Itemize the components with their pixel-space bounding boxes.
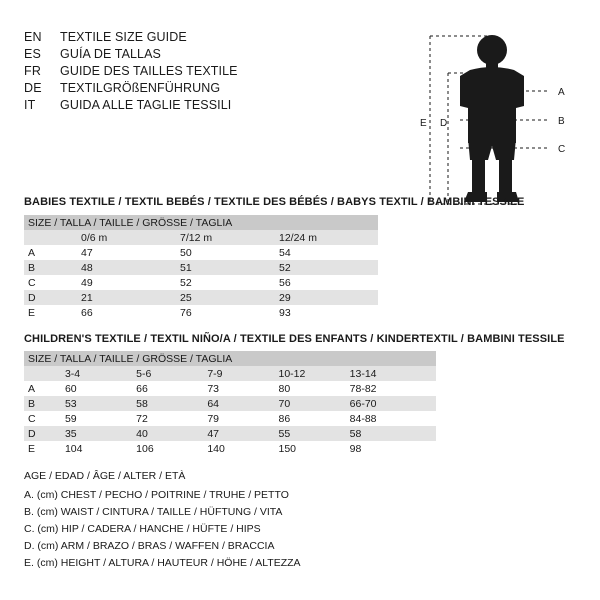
language-text: TEXTILGRÖßENFÜHRUNG bbox=[60, 81, 221, 95]
language-code: EN bbox=[24, 30, 42, 44]
cell: 66-70 bbox=[349, 397, 377, 410]
language-row bbox=[24, 81, 324, 95]
cell: 66 bbox=[81, 306, 93, 319]
cell: 104 bbox=[64, 442, 83, 455]
babies-column-2: 12/24 m bbox=[279, 231, 317, 244]
legend-item-c: C. (cm) HIP / CADERA / HANCHE / HÜFTE / HIPS bbox=[24, 523, 261, 535]
col-corner bbox=[24, 366, 65, 381]
table-row bbox=[24, 411, 436, 426]
cell: 93 bbox=[279, 306, 291, 319]
label-c: C bbox=[558, 144, 566, 155]
language-header-block bbox=[24, 30, 324, 115]
cell: 52 bbox=[180, 276, 192, 289]
language-row bbox=[24, 47, 324, 61]
cell: 72 bbox=[136, 412, 148, 425]
cell: 52 bbox=[279, 261, 291, 274]
cell: 56 bbox=[279, 276, 291, 289]
children-column-3: 10-12 bbox=[278, 367, 306, 380]
language-code: ES bbox=[24, 47, 42, 61]
table-row bbox=[24, 441, 436, 456]
children-column-4: 13-14 bbox=[349, 367, 377, 380]
cell: 55 bbox=[278, 427, 291, 440]
row-label: A bbox=[28, 382, 36, 395]
children-header-label: SIZE / TALLA / TAILLE / GRÖSSE / TAGLIA bbox=[28, 352, 233, 365]
language-text: GUÍA DE TALLAS bbox=[60, 47, 161, 61]
label-d: D bbox=[440, 118, 448, 129]
table-row bbox=[24, 381, 436, 396]
cell: 50 bbox=[180, 246, 192, 259]
row-label: E bbox=[28, 442, 36, 455]
table-row bbox=[24, 245, 378, 260]
babies-section-title: BABIES TEXTILE / TEXTIL BEBÉS / TEXTILE DES BÉBÉS / BABYS TEXTIL / BAMBINI TESSILE bbox=[24, 196, 525, 208]
cell: 54 bbox=[279, 246, 291, 259]
row-label: E bbox=[28, 306, 36, 319]
language-row bbox=[24, 64, 324, 78]
cell: 29 bbox=[279, 291, 291, 304]
table-header-row bbox=[24, 215, 378, 230]
cell: 21 bbox=[81, 291, 93, 304]
legend-item-d: D. (cm) ARM / BRAZO / BRAS / WAFFEN / BRACCIA bbox=[24, 540, 275, 552]
babies-size-table bbox=[24, 215, 378, 320]
legend-age: AGE / EDAD / ÂGE / ALTER / ETÀ bbox=[24, 470, 186, 482]
silhouette-shape bbox=[460, 35, 524, 202]
cell: 106 bbox=[136, 442, 154, 455]
table-row bbox=[24, 305, 378, 320]
cell: 53 bbox=[64, 397, 77, 410]
cell: 35 bbox=[64, 427, 77, 440]
language-row bbox=[24, 30, 324, 44]
cell: 40 bbox=[136, 427, 148, 440]
row-label: D bbox=[28, 427, 36, 440]
table-row bbox=[24, 260, 378, 275]
children-section-title: CHILDREN'S TEXTILE / TEXTIL NIÑO/A / TEXTILE DES ENFANTS / KINDERTEXTIL / BAMBINI TESSILE bbox=[24, 333, 565, 345]
cell: 86 bbox=[278, 412, 291, 425]
table-column-row bbox=[24, 366, 436, 381]
label-a: A bbox=[558, 87, 565, 98]
table-row bbox=[24, 290, 378, 305]
cell: 58 bbox=[136, 397, 148, 410]
language-text: GUIDE DES TAILLES TEXTILE bbox=[60, 64, 238, 78]
cell: 73 bbox=[207, 382, 219, 395]
label-e: E bbox=[420, 118, 427, 129]
table-header-row bbox=[24, 351, 436, 366]
cell: 48 bbox=[81, 261, 93, 274]
children-column-2: 7-9 bbox=[207, 367, 223, 380]
children-size-table bbox=[24, 351, 436, 456]
babies-column-1: 7/12 m bbox=[180, 231, 213, 244]
row-label: C bbox=[28, 276, 36, 289]
row-label: D bbox=[28, 291, 36, 304]
children-column-0: 3-4 bbox=[64, 367, 81, 380]
col-corner bbox=[24, 230, 81, 245]
cell: 80 bbox=[278, 382, 291, 395]
cell: 47 bbox=[207, 427, 219, 440]
cell: 49 bbox=[81, 276, 93, 289]
language-code: DE bbox=[24, 81, 42, 95]
cell: 60 bbox=[64, 382, 77, 395]
child-silhouette-figure bbox=[420, 28, 590, 218]
babies-column-0: 0/6 m bbox=[81, 231, 108, 244]
language-text: GUIDA ALLE TAGLIE TESSILI bbox=[60, 98, 232, 112]
cell: 58 bbox=[349, 427, 362, 440]
legend-item-a: A. (cm) CHEST / PECHO / POITRINE / TRUHE / PETTO bbox=[24, 489, 289, 501]
cell: 64 bbox=[207, 397, 219, 410]
cell: 84-88 bbox=[349, 412, 377, 425]
cell: 78-82 bbox=[349, 382, 377, 395]
row-label: B bbox=[28, 261, 36, 274]
table-row bbox=[24, 426, 436, 441]
label-b: B bbox=[558, 116, 565, 127]
children-column-1: 5-6 bbox=[136, 367, 152, 380]
language-code: IT bbox=[24, 98, 36, 112]
babies-header-label: SIZE / TALLA / TAILLE / GRÖSSE / TAGLIA bbox=[28, 216, 233, 229]
measurement-legend bbox=[24, 470, 444, 574]
cell: 98 bbox=[349, 442, 362, 455]
cell: 47 bbox=[81, 246, 93, 259]
legend-item-b: B. (cm) WAIST / CINTURA / TAILLE / HÜFTUNG / VITA bbox=[24, 506, 283, 518]
row-label: A bbox=[28, 246, 36, 259]
cell: 76 bbox=[180, 306, 192, 319]
cell: 70 bbox=[278, 397, 291, 410]
cell: 66 bbox=[136, 382, 148, 395]
language-row bbox=[24, 98, 324, 112]
cell: 59 bbox=[64, 412, 77, 425]
row-label: B bbox=[28, 397, 36, 410]
table-row bbox=[24, 396, 436, 411]
cell: 79 bbox=[207, 412, 219, 425]
cell: 25 bbox=[180, 291, 192, 304]
language-code: FR bbox=[24, 64, 42, 78]
cell: 51 bbox=[180, 261, 192, 274]
table-column-row bbox=[24, 230, 378, 245]
cell: 140 bbox=[207, 442, 225, 455]
cell: 150 bbox=[278, 442, 297, 455]
row-label: C bbox=[28, 412, 36, 425]
table-row bbox=[24, 275, 378, 290]
language-text: TEXTILE SIZE GUIDE bbox=[60, 30, 187, 44]
legend-item-e: E. (cm) HEIGHT / ALTURA / HAUTEUR / HÖHE / ALTEZZA bbox=[24, 557, 301, 569]
